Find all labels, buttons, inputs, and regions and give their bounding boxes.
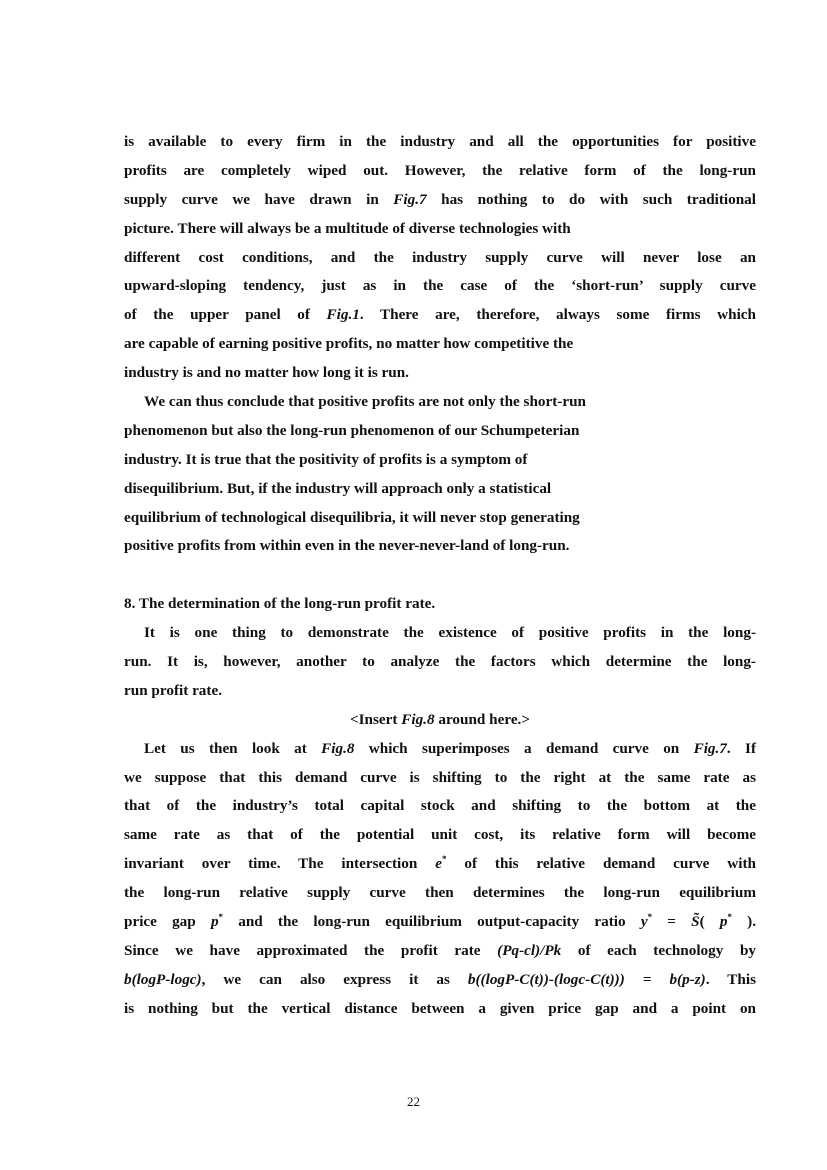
figure-insert-note: <Insert Fig.8 around here.> — [349, 710, 531, 728]
text-line: same rate as that of the potential unit cost, its relative form will become — [124, 826, 756, 844]
text-line: different cost conditions, and the industry supply curve will never lose an — [124, 248, 756, 266]
page-body — [124, 128, 756, 1024]
paragraph-gap — [124, 561, 756, 590]
text-line: invariant over time. The intersection e* of this relative demand curve with — [124, 854, 757, 873]
text-line: It is one thing to demonstrate the existence of positive profits in the long- — [144, 624, 756, 642]
text-line: picture. There will always be a multitude of diverse technologies with — [124, 219, 571, 237]
text-line: the long-run relative supply curve then determines the long-run equilibrium — [124, 884, 756, 902]
paragraph-2 — [124, 388, 756, 561]
text-line: equilibrium of technological disequilibria, it will never stop generating — [124, 508, 580, 526]
text-line: profits are completely wiped out. However, the relative form of the long-run — [124, 161, 756, 179]
section-heading: 8. The determination of the long-run profit rate. — [124, 595, 436, 613]
text-line: Let us then look at Fig.8 which superimposes a demand curve on Fig.7. If — [144, 739, 756, 757]
text-line: are capable of earning positive profits, no matter how competitive the — [124, 335, 574, 353]
text-line: price gap p* and the long-run equilibrium output-capacity ratio y* = S̃( p* ). — [124, 912, 757, 931]
text-line: we suppose that this demand curve is shifting to the right at the same rate as — [124, 768, 756, 786]
text-line: positive profits from within even in the never-never-land of long-run. — [124, 537, 570, 555]
text-line: run. It is, however, another to analyze the factors which determine the long- — [124, 653, 756, 671]
text-line: is nothing but the vertical distance between a given price gap and a point on — [124, 999, 756, 1017]
text-line: We can thus conclude that positive profits are not only the short-run — [144, 393, 587, 411]
text-line: disequilibrium. But, if the industry will approach only a statistical — [124, 479, 552, 497]
paragraph-1 — [124, 128, 756, 388]
text-line: industry is and no matter how long it is run. — [124, 364, 409, 382]
page-number: 22 — [407, 1094, 420, 1109]
text-line: b(logP-logc), we can also express it as b((logP-C(t))-(logc-C(t))) = b(p-z). This — [124, 970, 756, 988]
text-line: industry. It is true that the positivity of profits is a symptom of — [124, 450, 528, 468]
text-line: phenomenon but also the long-run phenomenon of our Schumpeterian — [124, 421, 580, 439]
text-line: is available to every firm in the industry and all the opportunities for positive — [124, 133, 756, 150]
paragraph-4 — [124, 735, 756, 1024]
text-line: Since we have approximated the profit rate (Pq-cl)/Pk of each technology by — [124, 941, 756, 959]
text-line: that of the industry’s total capital stock and shifting to the bottom at the — [124, 797, 756, 815]
text-line: upward-sloping tendency, just as in the case of the ‘short-run’ supply curve — [124, 277, 756, 295]
text-line: supply curve we have drawn in Fig.7 has nothing to do with such traditional — [124, 190, 756, 208]
text-line: run profit rate. — [124, 681, 222, 699]
paragraph-3 — [124, 619, 756, 706]
text-line: of the upper panel of Fig.1. There are, therefore, always some firms which — [124, 306, 756, 324]
